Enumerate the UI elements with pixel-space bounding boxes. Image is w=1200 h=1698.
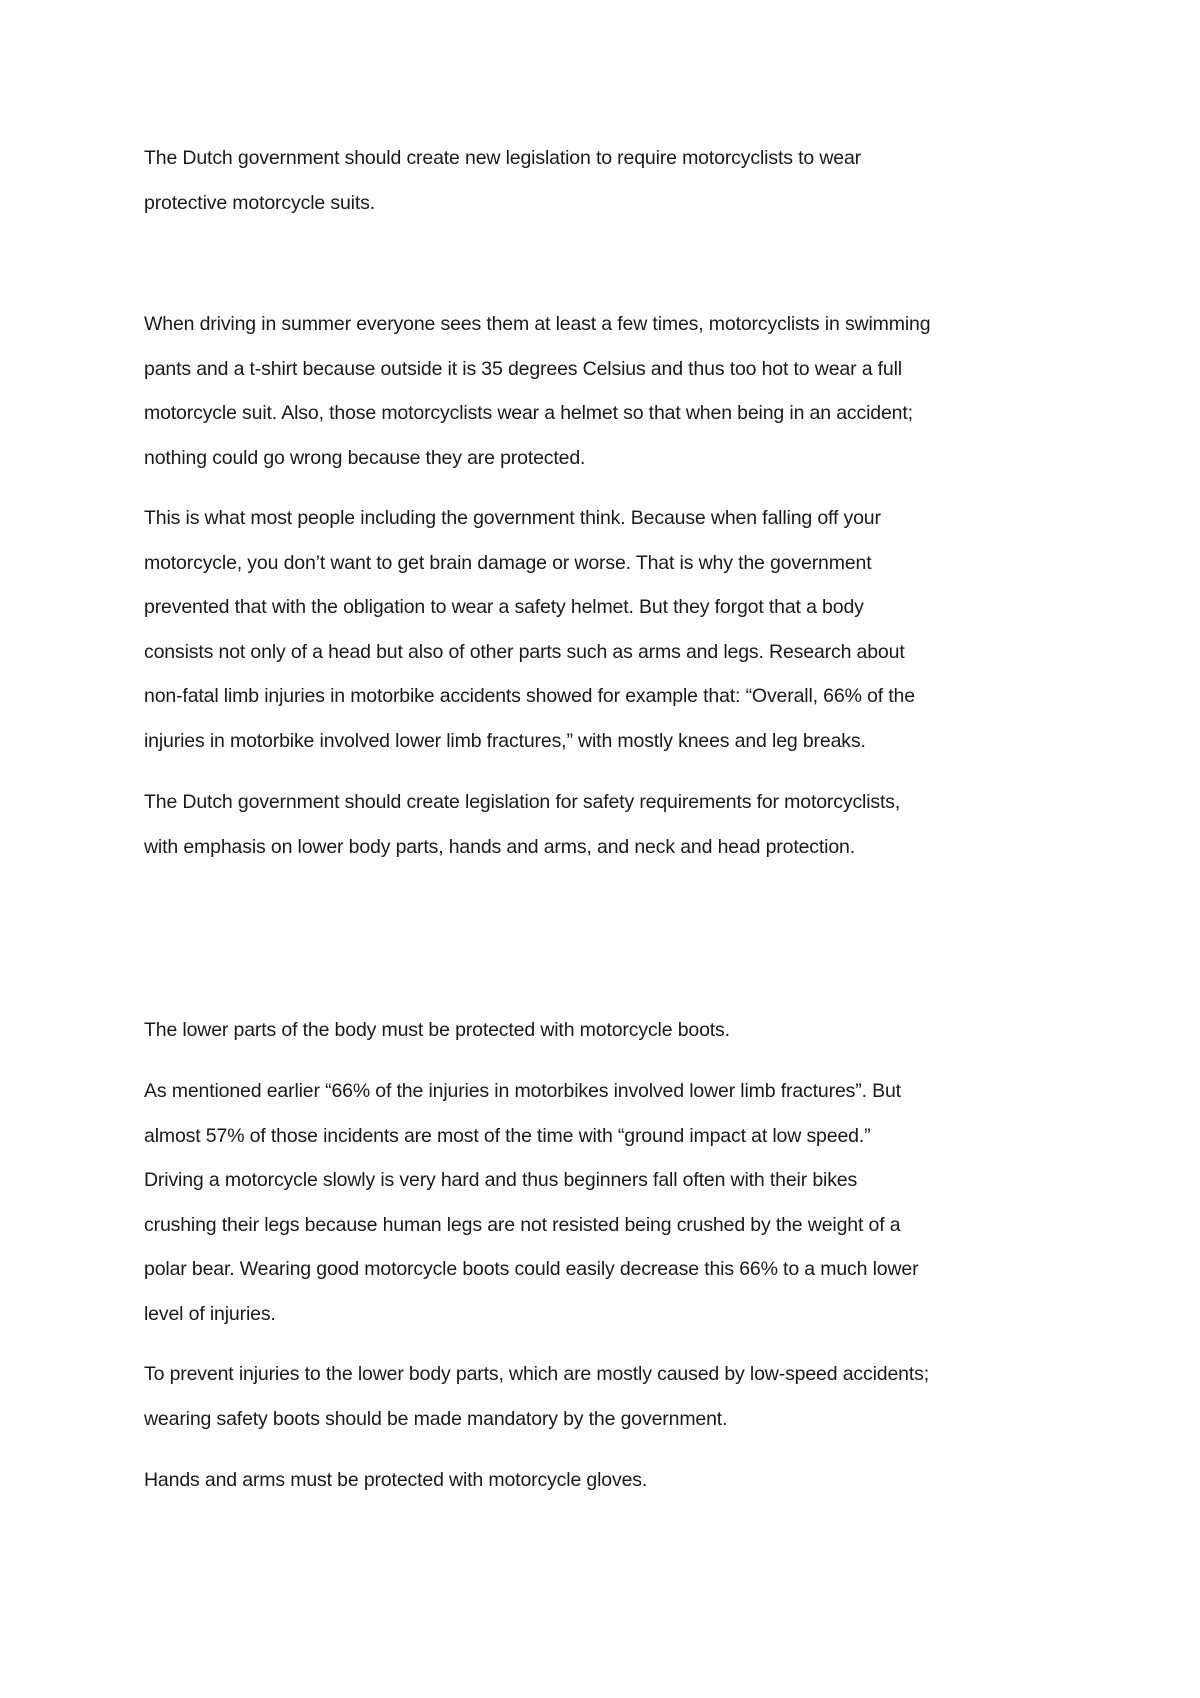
text-line: motorcycle suit. Also, those motorcyclists wear a helmet so that when being in an accident;: [144, 402, 913, 424]
text-line: prevented that with the obligation to wear a safety helmet. But they forgot that a body: [144, 596, 864, 618]
text-line: almost 57% of those incidents are most of the time with “ground impact at low speed.”: [144, 1124, 871, 1147]
text-line: level of injuries.: [144, 1302, 276, 1325]
text-line: injuries in motorbike involved lower limb fractures,” with mostly knees and leg breaks.: [144, 729, 866, 752]
text-line: protective motorcycle suits.: [144, 191, 375, 214]
text-line: crushing their legs because human legs are not resisted being crushed by the weight of a: [144, 1213, 901, 1236]
text-line: The Dutch government should create legislation for safety requirements for motorcyclists,: [144, 791, 901, 813]
text-line: wearing safety boots should be made mandatory by the government.: [144, 1407, 728, 1430]
text-line: When driving in summer everyone sees them at least a few times, motorcyclists in swimming: [144, 313, 931, 335]
paragraph-boots-mandatory: [144, 1352, 1084, 1441]
text-line: motorcycle, you don’t want to get brain damage or worse. That is why the government: [144, 551, 872, 574]
paragraph-lower-limb-injuries: [144, 1069, 1084, 1336]
text-line: The lower parts of the body must be protected with motorcycle boots.: [144, 1019, 730, 1041]
text-line: As mentioned earlier “66% of the injuries in motorbikes involved lower limb fractures”. But: [144, 1080, 901, 1102]
paragraph-legislation-emphasis: [144, 780, 1084, 869]
paragraph-gloves-heading: [144, 1458, 1084, 1503]
paragraph-government-view: [144, 496, 1084, 763]
text-line: nothing could go wrong because they are protected.: [144, 446, 586, 469]
paragraph-boots-heading: [144, 1008, 1084, 1053]
text-line: polar bear. Wearing good motorcycle boots could easily decrease this 66% to a much lower: [144, 1258, 919, 1280]
text-line: non-fatal limb injuries in motorbike accidents showed for example that: “Overall, 66% of the: [144, 685, 915, 707]
text-line: The Dutch government should create new legislation to require motorcyclists to wear: [144, 147, 861, 169]
text-line: pants and a t-shirt because outside it is 35 degrees Celsius and thus too hot to wear a full: [144, 357, 902, 380]
paragraph-summer-riders: [144, 302, 1084, 480]
text-line: Driving a motorcycle slowly is very hard and thus beginners fall often with their bikes: [144, 1169, 858, 1191]
text-line: This is what most people including the government think. Because when falling off your: [144, 507, 881, 529]
text-line: To prevent injuries to the lower body parts, which are mostly caused by low-speed accidents;: [144, 1363, 930, 1385]
text-line: with emphasis on lower body parts, hands and arms, and neck and head protection.: [144, 835, 856, 858]
text-line: Hands and arms must be protected with motorcycle gloves.: [144, 1469, 648, 1491]
paragraph-thesis: [144, 136, 1084, 225]
text-line: consists not only of a head but also of other parts such as arms and legs. Research about: [144, 640, 905, 663]
